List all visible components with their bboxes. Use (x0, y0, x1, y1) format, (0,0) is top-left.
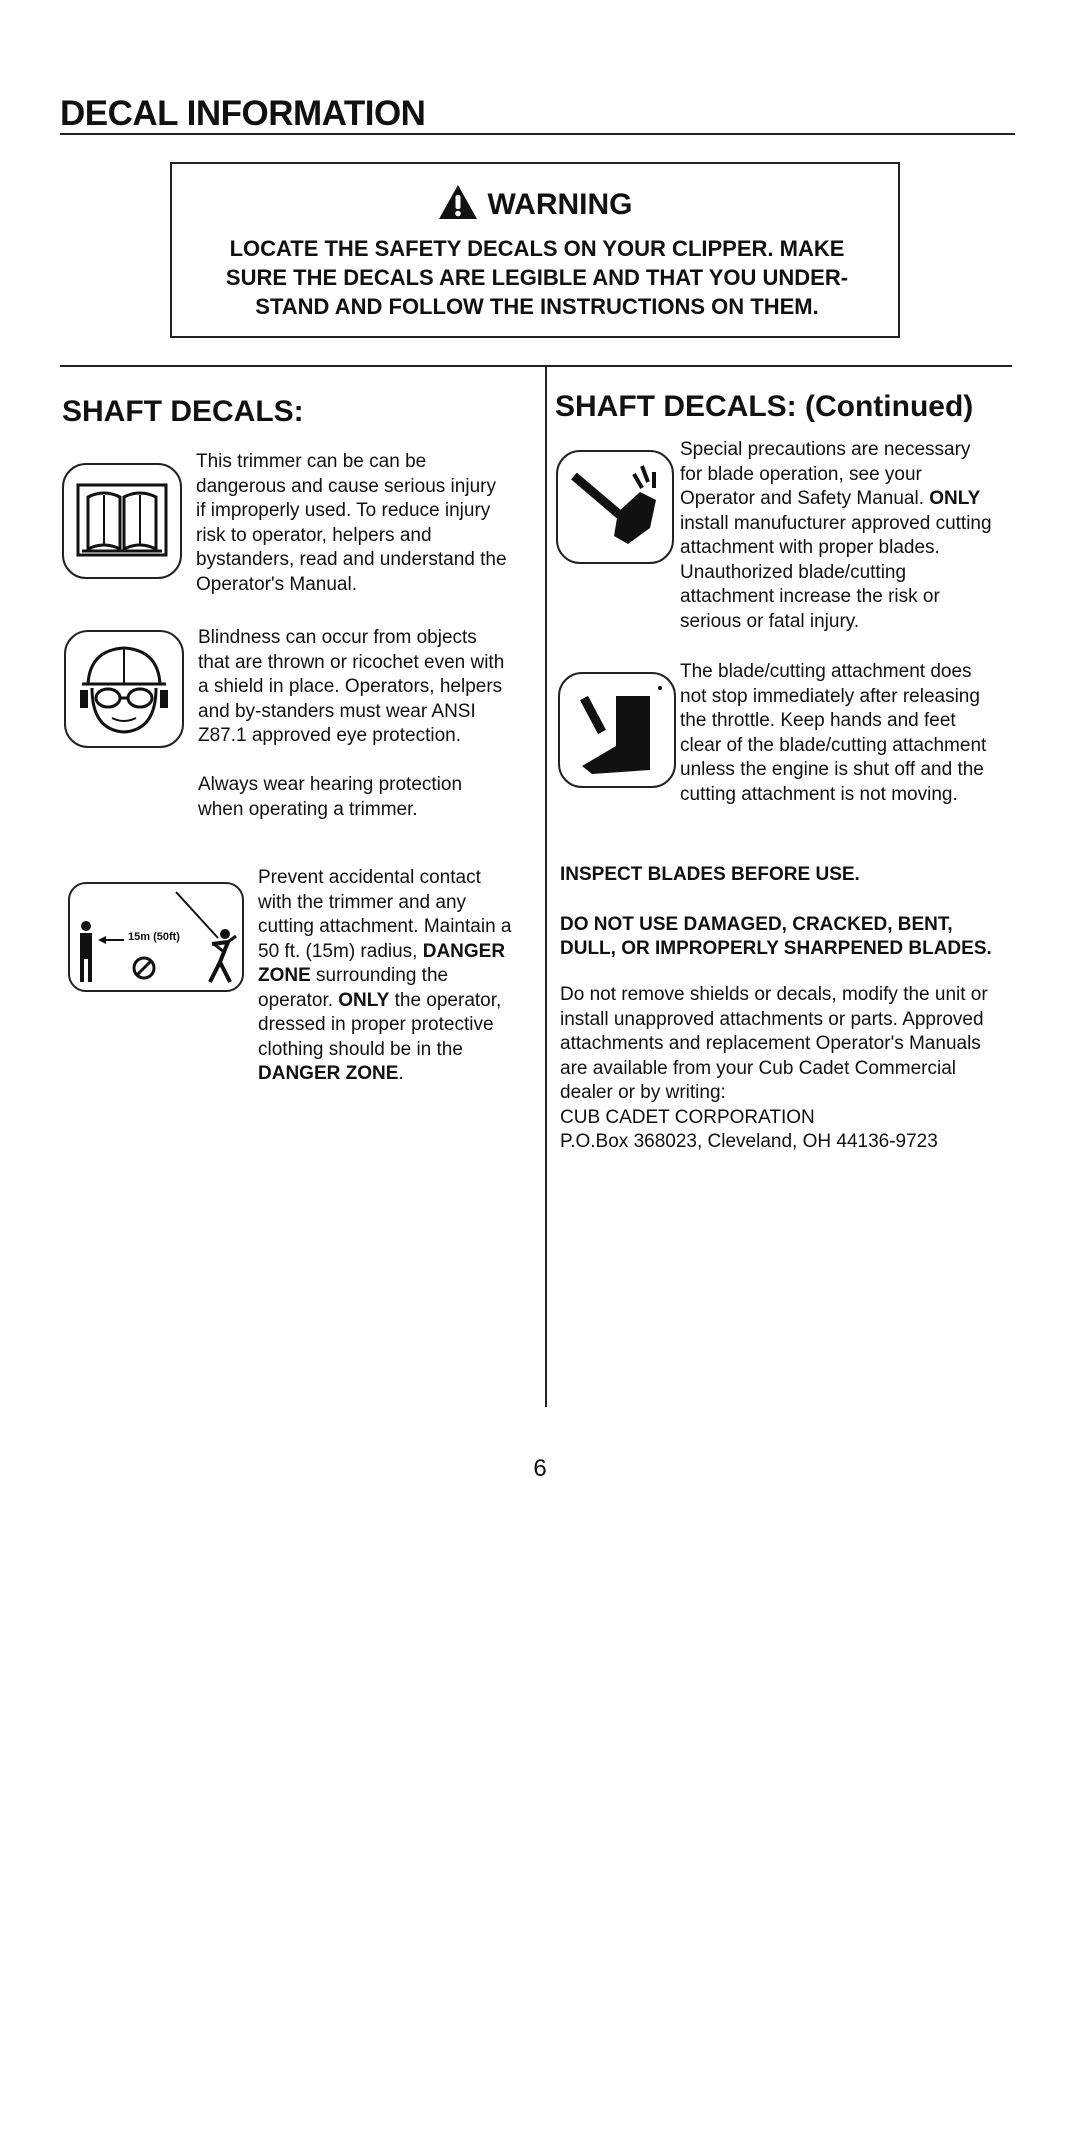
warning-triangle-icon (438, 184, 478, 220)
text-line: DULL, OR IMPROPERLY SHARPENED BLADES. (560, 938, 992, 959)
text-line: dressed in proper protective (258, 1014, 494, 1035)
manual-description (196, 450, 507, 597)
text-line: cutting attachment. Maintain a (258, 916, 512, 937)
emphasis: ZONE (258, 965, 311, 986)
warning-message (202, 234, 872, 321)
text-line: with the trimmer and any (258, 891, 467, 913)
text-line: attachment increase the risk or (680, 586, 940, 607)
text-line: bystanders, read and understand the (196, 549, 507, 570)
text-line (258, 989, 511, 1014)
text-line: the throttle. Keep hands and feet (680, 710, 956, 731)
emphasis: DANGER (422, 940, 506, 962)
hand-foot-clear-icon (560, 674, 674, 786)
hardhat-goggles-icon (66, 632, 182, 746)
danger-zone-description (258, 866, 511, 1087)
text-line: Operator's Manual. (196, 573, 357, 595)
blade-caution-decal (556, 450, 674, 564)
text-line (258, 940, 511, 965)
warning-box (170, 162, 900, 338)
warning-line: STAND AND FOLLOW THE INSTRUCTIONS ON THEM. (255, 294, 819, 319)
text-line: CUB CADET CORPORATION (560, 1106, 815, 1128)
text-line: unless the engine is shut off and the (680, 759, 984, 780)
text-line: are available from your Cub Cadet Commercial (560, 1057, 956, 1079)
text-line: for blade operation, see your (680, 463, 922, 485)
text-line (258, 964, 511, 989)
text-line: Unauthorized blade/cutting (680, 561, 907, 583)
text-line: serious or fatal injury. (680, 610, 860, 632)
warning-line: SURE THE DECALS ARE LEGIBLE AND THAT YOU UNDER- (225, 265, 849, 290)
text-line: install manufucturer approved cutting (680, 512, 992, 534)
hearing-description (198, 773, 462, 822)
read-manual-decal (62, 463, 182, 579)
text-span: surrounding the (310, 965, 449, 986)
text-span: the operator, (389, 989, 502, 1011)
text-line: risk to operator, helpers and (196, 524, 432, 546)
text-line: This trimmer can be can be (196, 451, 427, 472)
section-divider (60, 365, 1012, 367)
closing-paragraph (560, 983, 988, 1155)
text-line: a shield in place. Operators, helpers (198, 676, 503, 697)
text-span: operator. (258, 989, 339, 1011)
text-line: cutting attachment is not moving. (680, 783, 958, 805)
keep-clear-decal (558, 672, 676, 788)
danger-zone-decal (68, 882, 244, 992)
emphasis: DANGER ZONE (258, 1063, 399, 1084)
warning-heading (172, 184, 898, 222)
text-line: attachment with proper blades. (680, 537, 940, 558)
text-line: dealer or by writing: (560, 1082, 726, 1103)
left-section-title: SHAFT DECALS: (62, 395, 304, 428)
text-line: dangerous and cause serious injury (196, 475, 496, 497)
text-line: when operating a trimmer. (198, 798, 418, 820)
distance-label: 15m (50ft) (128, 931, 180, 943)
do-not-use-notice (560, 913, 992, 961)
text-line: clear of the blade/cutting attachment (680, 734, 987, 756)
text-line: Always wear hearing protection (198, 774, 463, 795)
text-line: Blindness can occur from objects (198, 627, 477, 648)
page-title: DECAL INFORMATION (60, 94, 426, 133)
text-line: Do not remove shields or decals, modify the unit or (560, 984, 988, 1005)
text-line: Z87.1 approved eye protection. (198, 725, 462, 746)
text-line: clothing should be in the (258, 1038, 463, 1060)
blade-hand-icon (558, 452, 672, 562)
keep-clear-description (680, 660, 986, 807)
text-line: and by-standers must wear ANSI (198, 700, 476, 722)
text-line: install unapproved attachments or parts. Approved (560, 1008, 984, 1030)
inspect-notice: INSPECT BLADES BEFORE USE. (560, 864, 860, 885)
right-section-title: SHAFT DECALS: (Continued) (555, 390, 974, 423)
title-underline (60, 133, 1015, 135)
open-book-icon (64, 465, 180, 577)
text-line: attachments and replacement Operator's Manuals (560, 1033, 981, 1054)
warning-line: LOCATE THE SAFETY DECALS ON YOUR CLIPPER. MAKE (229, 236, 845, 261)
text-line: DO NOT USE DAMAGED, CRACKED, BENT, (560, 914, 953, 935)
text-line: Special precautions are necessary (680, 439, 971, 460)
column-divider (545, 366, 547, 1407)
blade-description (680, 438, 992, 634)
text-line: The blade/cutting attachment does (680, 661, 972, 682)
page-number: 6 (533, 1455, 547, 1482)
eye-protection-decal (64, 630, 184, 748)
text-line (680, 487, 992, 512)
emphasis: ONLY (929, 488, 981, 509)
text-line: if improperly used. To reduce injury (196, 500, 491, 521)
text-span: . (398, 1063, 404, 1084)
emphasis: ONLY (338, 989, 390, 1011)
warning-heading-text: WARNING (487, 188, 633, 221)
eye-description (198, 626, 504, 749)
text-span: Operator and Safety Manual. (680, 488, 930, 509)
text-line: Prevent accidental contact (258, 867, 481, 888)
text-line: P.O.Box 368023, Cleveland, OH 44136-9723 (560, 1131, 938, 1152)
text-line (258, 1062, 511, 1087)
text-span: 50 ft. (15m) radius, (258, 940, 423, 962)
text-line: not stop immediately after releasing (680, 685, 980, 707)
text-line: that are thrown or ricochet even with (198, 651, 505, 673)
